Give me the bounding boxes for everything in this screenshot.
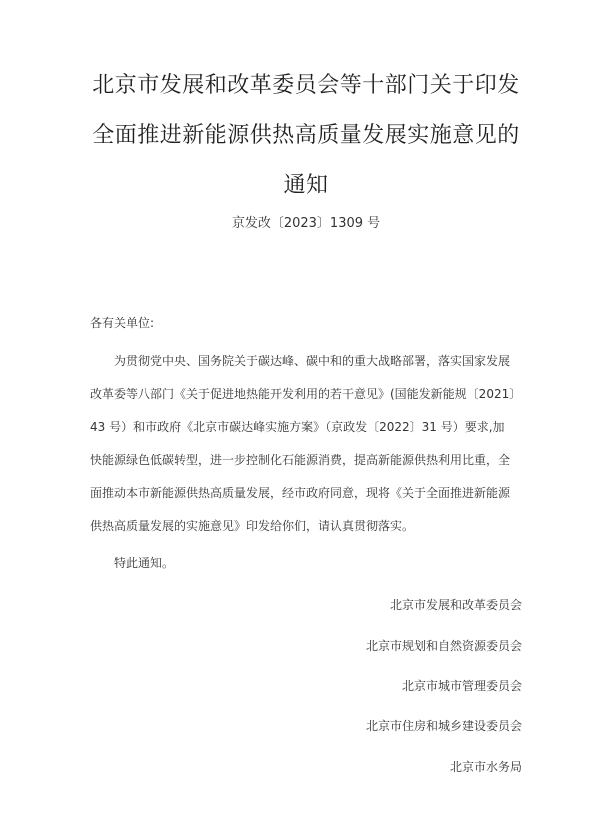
signer-planning: 北京市规划和自然资源委员会	[365, 639, 522, 653]
signer-housing: 北京市住房和城乡建设委员会	[365, 719, 522, 733]
body-line: 43 号）和市政府《北京市碳达峰实施方案》（京政发〔2022〕31 号）要求,加	[90, 420, 505, 434]
title-line-2: 全面推进新能源供热高质量发展实施意见的	[92, 123, 520, 148]
closing-text: 特此通知。	[114, 556, 175, 570]
signer-water: 北京市水务局	[449, 760, 522, 774]
body-line: 改革委等八部门《关于促进地热能开发利用的若干意见》(国能发新能规〔2021〕	[90, 387, 522, 401]
document-number: 京发改〔2023〕1309 号	[231, 216, 381, 231]
salutation: 各有关单位:	[90, 316, 155, 330]
title-line-3: 通知	[283, 173, 329, 198]
title-line-1: 北京市发展和改革委员会等十部门关于印发	[92, 73, 520, 98]
body-line: 供热高质量发展的实施意见》印发给你们，请认真贯彻落实。	[90, 519, 415, 533]
body-line: 为贯彻党中央、国务院关于碳达峰、碳中和的重大战略部署，落实国家发展	[114, 354, 511, 368]
body-line: 快能源绿色低碳转型，进一步控制化石能源消费，提高新能源供热利用比重，全	[90, 453, 511, 467]
body-line: 面推动本市新能源供热高质量发展，经市政府同意，现将《关于全面推进新能源	[90, 486, 511, 500]
signer-urban-management: 北京市城市管理委员会	[401, 679, 522, 693]
signer-ndrc: 北京市发展和改革委员会	[389, 598, 522, 612]
